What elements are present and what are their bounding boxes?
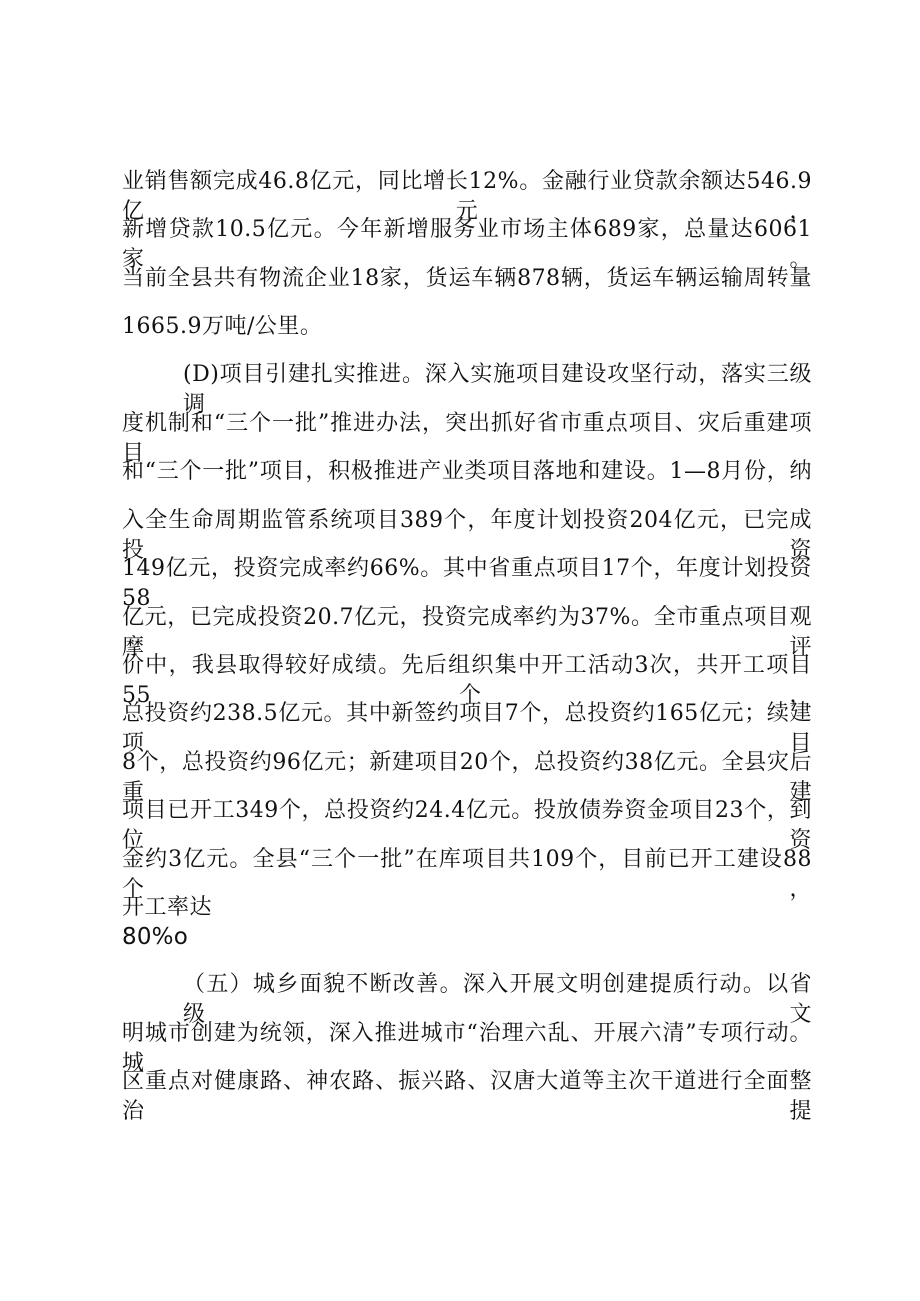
text-line-20: 区重点对健康路、神农路、振兴路、汉唐大道等主次干道进行全面整治提	[122, 1069, 812, 1124]
text-line-9: 149亿元，投资完成率约66%。其中省重点项目17个，年度计划投资58	[122, 556, 812, 611]
text-line-10: 亿元，已完成投资20.7亿元，投资完成率约为37%。全市重点项目观摩评	[122, 605, 812, 660]
text-line-12: 总投资约238.5亿元。其中新签约项目7个，总投资约165亿元；续建项目	[122, 701, 812, 756]
text-line-4: 1665.9万吨/公里。	[122, 314, 323, 339]
text-line-2: 新增贷款10.5亿元。今年新增服务业市场主体689家，总量达6061家。	[122, 217, 812, 272]
text-line-17: 80%o	[122, 924, 188, 950]
text-line-16: 开工率达	[122, 895, 213, 920]
paragraph-heading-d: (D)项目引建扎实推进。深入实施项目建设攻坚行动，落实三级调	[183, 362, 812, 417]
text-line-8: 入全生命周期监管系统项目389个，年度计划投资204亿元，已完成投资	[122, 508, 812, 563]
text-line-1: 业销售额完成46.8亿元，同比增长12%。金融行业贷款余额达546.9亿元，	[122, 169, 812, 224]
text-line-19: 明城市创建为统领，深入推进城市“治理六乱、开展六清”专项行动。城	[122, 1021, 812, 1076]
text-line-3: 当前全县共有物流企业18家，货运车辆878辆，货运车辆运输周转量	[122, 266, 812, 291]
text-line-15: 金约3亿元。全县“三个一批”在库项目共109个，目前已开工建设88个，	[122, 847, 812, 902]
text-line-11: 价中，我县取得较好成绩。先后组织集中开工活动3次，共开工项目55个，	[122, 653, 812, 708]
text-line-6: 度机制和“三个一批”推进办法，突出抓好省市重点项目、灾后重建项目	[122, 411, 812, 466]
text-line-7: 和“三个一批”项目，积极推进产业类项目落地和建设。1—8月份，纳	[122, 459, 812, 484]
paragraph-heading-5: （五）城乡面貌不断改善。深入开展文明创建提质行动。以省级文	[183, 972, 812, 1027]
text-line-14: 项目已开工349个，总投资约24.4亿元。投放债券资金项目23个，到位资	[122, 798, 812, 853]
text-line-13: 8个，总投资约96亿元；新建项目20个，总投资约38亿元。全县灾后重建	[122, 750, 812, 805]
